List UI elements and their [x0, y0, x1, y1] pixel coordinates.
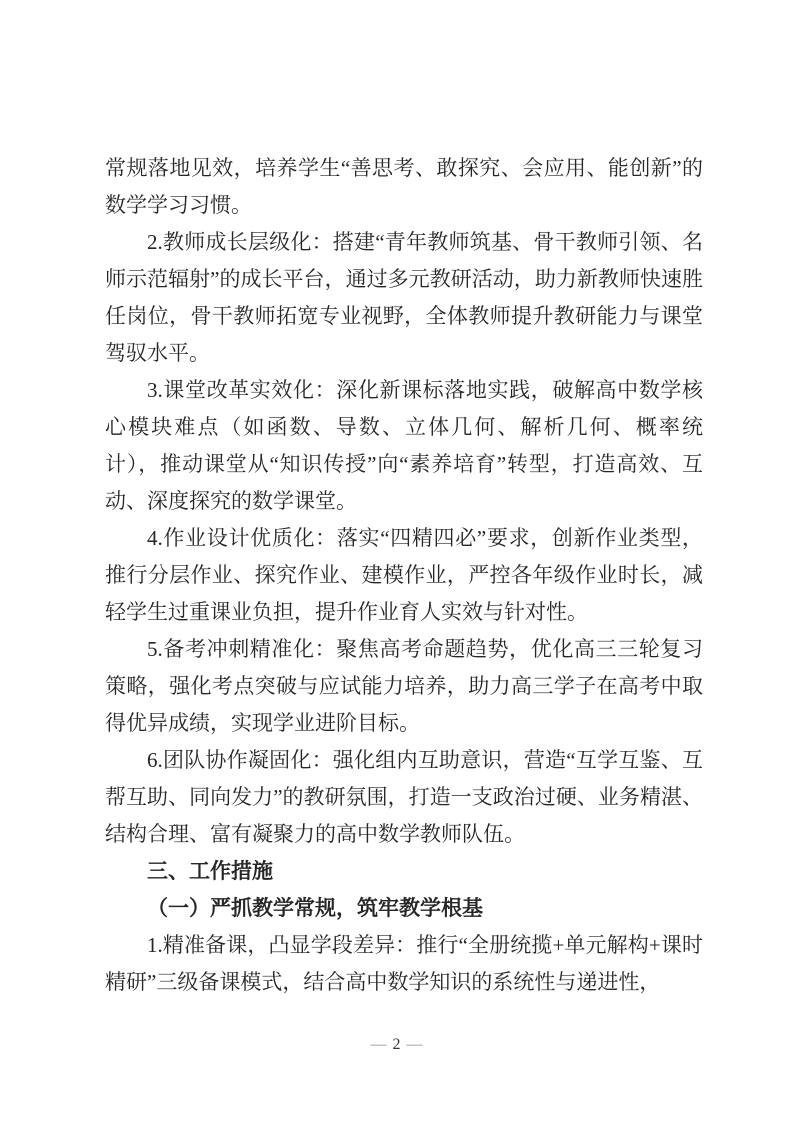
para-homework-design: 4.作业设计优质化：落实“四精四必”要求，创新作业类型，推行分层作业、探究作业、建模作业，严控各年级作业时长，减轻学生过重课业负担，提升作业育人实效与针对性。 — [105, 526, 703, 624]
para-exam-preparation: 5.备考冲刺精准化：聚焦高考命题趋势，优化高三三轮复习策略，强化考点突破与应试能力培养，助力高三学子在高考中取得优异成绩，实现学业进阶目标。 — [105, 637, 703, 735]
page-footer — [0, 1035, 793, 1055]
heading-work-measures: 三、工作措施 — [147, 859, 273, 883]
para-classroom-reform: 3.课堂改革实效化：深化新课标落地实践，破解高中数学核心模块难点（如函数、导数、立体几何、解析几何、概率统计），推动课堂从“知识传授”向“素养培育”转型，打造高效、互动、深度探究的数学课堂。 — [105, 378, 703, 513]
heading-teaching-routine: （一）严抓教学常规，筑牢教学根基 — [147, 896, 483, 920]
para-teacher-growth: 2.教师成长层级化：搭建“青年教师筑基、骨干教师引领、名师示范辐射”的成长平台，通过多元教研活动，助力新教师快速胜任岗位，骨干教师拓宽专业视野，全体教师提升教研能力与课堂驾驭水平。 — [105, 230, 703, 365]
page-body-text — [105, 150, 703, 1001]
para-study-habits-continuation: 常规落地见效，培养学生“善思考、敢探究、会应用、能创新”的数学学习习惯。 — [105, 156, 703, 217]
para-team-building: 6.团队协作凝固化：强化组内互助意识，营造“互学互鉴、互帮互助、同向发力”的教研氛围，打造一支政治过硬、业务精湛、结构合理、富有凝聚力的高中数学教师队伍。 — [105, 748, 703, 846]
page-number-dash-left: — — [370, 1036, 387, 1053]
page-number-dash-right: — — [406, 1036, 423, 1053]
para-lesson-preparation: 1.精准备课，凸显学段差异：推行“全册统揽+单元解构+课时精研”三级备课模式，结合高中数学知识的系统性与递进性， — [105, 933, 703, 994]
page-number: 2 — [392, 1036, 401, 1053]
